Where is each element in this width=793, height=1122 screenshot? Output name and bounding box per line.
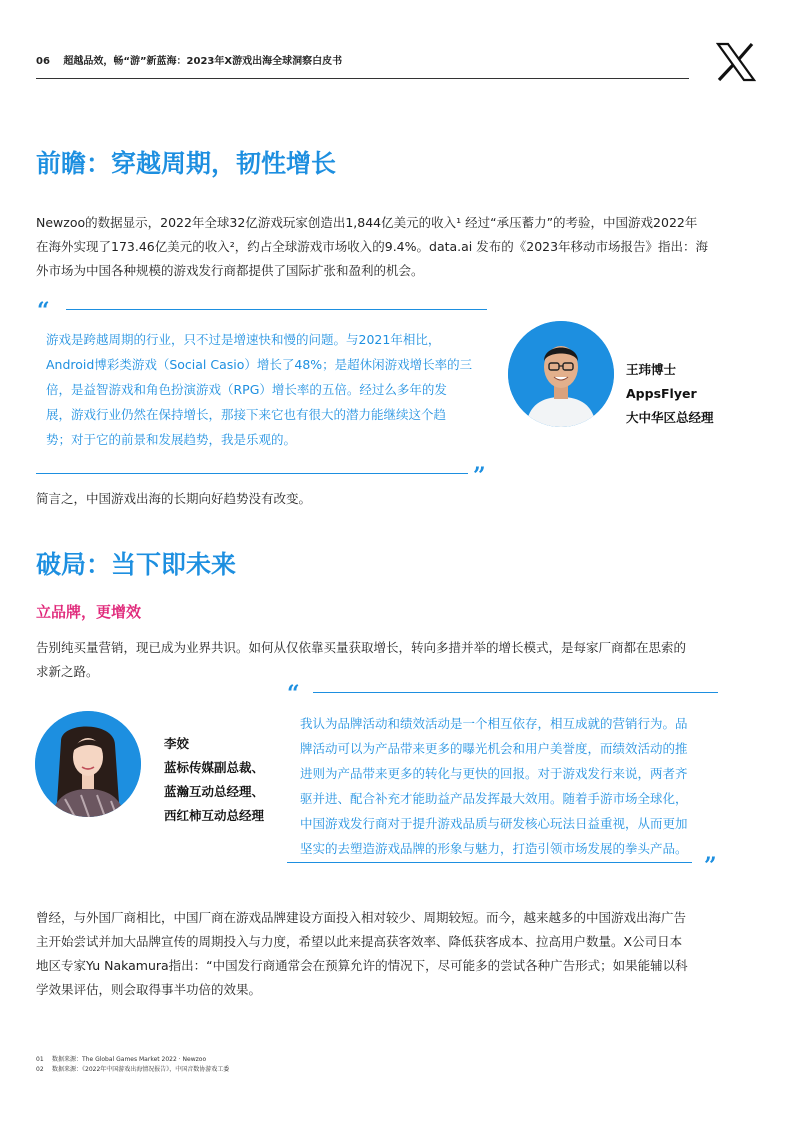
closing-line: 主开始尝试并加大品牌宣传的周期投入与力度，希望以此来提高获客效率、降低获客成本、拉高用户数量。X公司日本 [36,934,683,949]
footnote [36,1055,229,1065]
person-info-li [164,732,264,828]
quote-line: 游戏是跨越周期的行业，只不过是增速快和慢的问题。与2021年相比， [46,332,441,347]
footnote [36,1065,229,1075]
footnote-text: 数据来源：《2022年中国游戏出海情况报告》，中国音数协游戏工委 [52,1066,230,1073]
quote-open-mark: “ [37,298,50,324]
avatar-wang [508,321,614,427]
person-company: AppsFlyer [626,386,697,401]
section1-intro [36,211,736,283]
header-divider [36,78,689,79]
quote-li [300,711,720,861]
quote-top-rule [66,309,487,310]
quote-bottom-rule [287,862,692,863]
intro-line: 告别纯买量营销，现已成为业界共识。如何从仅依靠买量获取增长，转向多措并举的增长模式，是每家厂商都在思索的 [36,640,687,655]
x-logo-icon [716,42,756,82]
intro-line: 在海外实现了173.46亿美元的收入²，约占全球游戏市场收入的9.4%。data.ai 发布的《2023年移动市场报告》指出：海 [36,239,709,254]
quote-line: 倍，是益智游戏和角色扮演游戏（RPG）增长率的五倍。经过么多年的发 [46,382,447,397]
person-role-line: 蓝标传媒副总裁、 [164,760,265,775]
quote-line: 驱并进、配合补充才能助益产品发挥最大效用。随着手游市场全球化， [300,791,688,806]
running-header [36,52,342,67]
footnotes [36,1055,229,1075]
quote-line: 坚实的去塑造游戏品牌的形象与魅力，打造引领市场发展的拳头产品。 [300,841,688,856]
footnote-number: 01 [36,1056,44,1063]
quote-close-mark: ” [704,853,717,879]
subheading-brand: 立品牌，更增效 [36,603,142,621]
quote-line: 牌活动可以为产品带来更多的曝光机会和用户美誉度，而绩效活动的推 [300,741,688,756]
quote-close-mark: ” [473,463,486,489]
quote-line: 中国游戏发行商对于提升游戏品质与研发核心玩法日益重视，从而更加 [300,816,688,831]
quote-line: Android博彩类游戏（Social Casio）增长了48%；是超休闲游戏增长率的三 [46,357,473,372]
quote-bottom-rule [36,473,468,474]
closing-line: 曾经，与外国厂商相比，中国厂商在游戏品牌建设方面投入相对较少、周期较短。而今，越来越多的中国游戏出海广告 [36,910,687,925]
avatar-li [35,711,141,817]
footnote-number: 02 [36,1066,44,1073]
document-title: 超越品效，畅“游”新蓝海：2023年X游戏出海全球洞察白皮书 [63,56,343,67]
closing-line: 学效果评估，则会取得事半功倍的效果。 [36,982,262,997]
section2-intro [36,636,736,684]
intro-line: 外市场为中国各种规模的游戏发行商都提供了国际扩张和盈利的机会。 [36,263,424,278]
person-role-line: 蓝瀚互动总经理、 [164,784,265,799]
quote-line: 进则为产品带来更多的转化与更快的回报。对于游戏发行来说，两者齐 [300,766,688,781]
person-role-line: 西红柿互动总经理 [164,808,265,823]
person-info-wang [626,358,714,430]
quote-line: 我认为品牌活动和绩效活动是一个相互依存，相互成就的营销行为。品 [300,716,688,731]
person-role: 大中华区总经理 [626,410,714,425]
quote-top-rule [313,692,718,693]
quote-wang [46,327,486,452]
quote-line: 势；对于它的前景和发展趋势，我是乐观的。 [46,432,297,447]
closing-line: 地区专家Yu Nakamura指出：“中国发行商通常会在预算允许的情况下，尽可能多的尝试各种广告形式；如果能辅以科 [36,958,688,973]
section-heading-breakthrough: 破局：当下即未来 [36,550,237,579]
intro-line: 求新之路。 [36,664,99,679]
intro-line: Newzoo的数据显示，2022年全球32亿游戏玩家创造出1,844亿美元的收入¹ 经过“承压蓄力”的考验，中国游戏2022年 [36,215,698,230]
quote-open-mark: “ [287,681,300,707]
section-heading-outlook: 前瞻：穿越周期，韧性增长 [36,149,337,178]
person-name: 李姣 [164,736,190,751]
page-number: 06 [36,56,50,67]
person-name: 王玮博士 [626,362,677,377]
section2-closing [36,906,736,1002]
quote-line: 展，游戏行业仍然在保持增长，那接下来它也有很大的潜力能继续这个趋 [46,407,447,422]
footnote-text: 数据来源：The Global Games Market 2022 · Newzoo [52,1056,207,1063]
section1-summary: 简言之，中国游戏出海的长期向好趋势没有改变。 [36,491,312,506]
